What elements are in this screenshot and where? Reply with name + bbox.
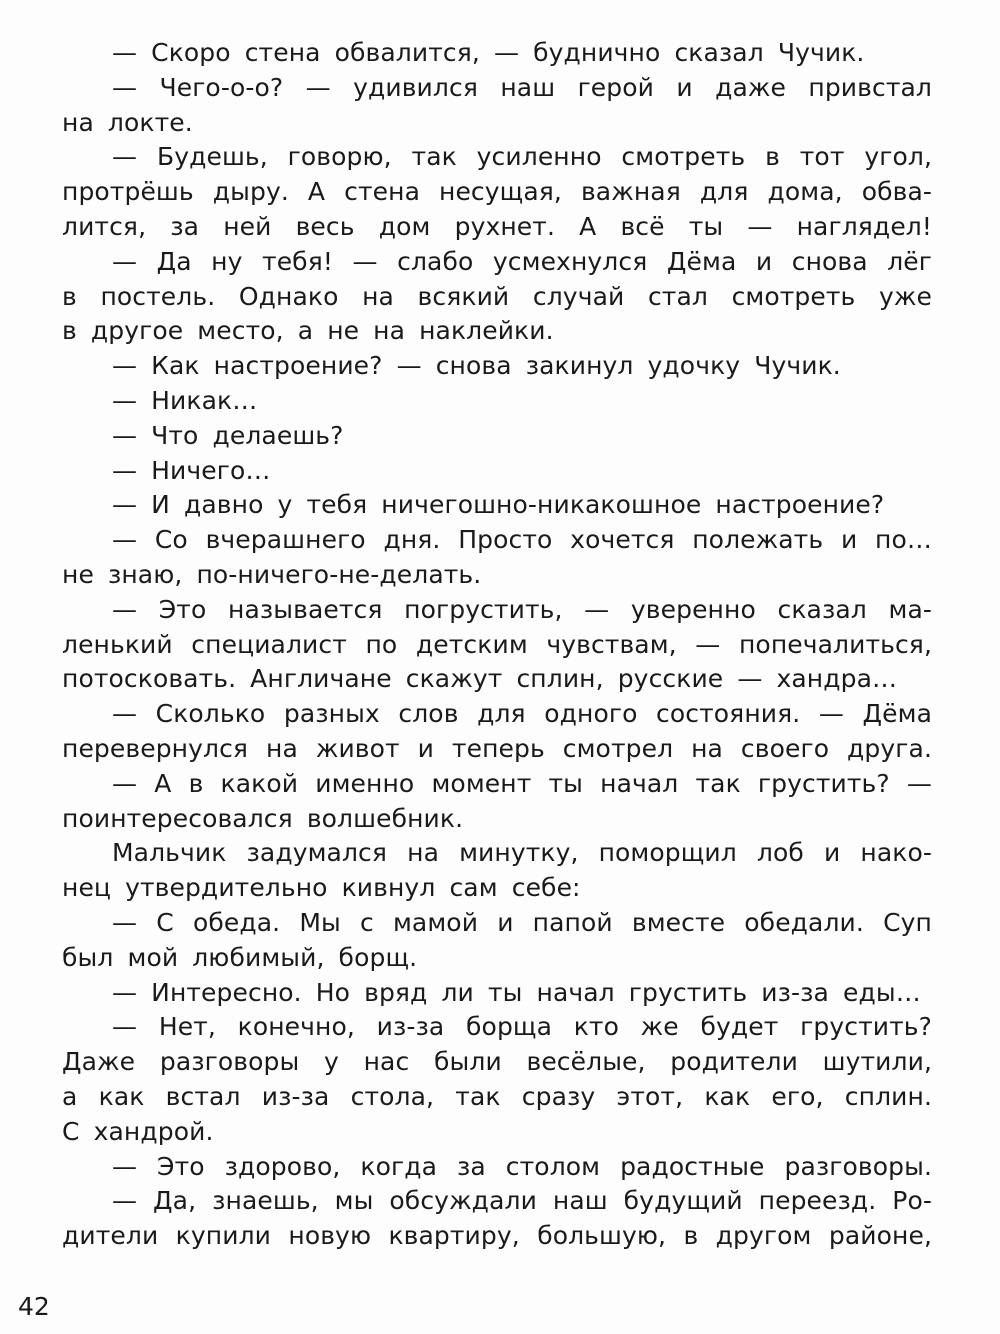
text-line: а как встал из-за стола, так сразу этот, как его, сплин. — [62, 1081, 932, 1111]
text-line: — Это называется погрустить, — уверенно сказал ма- — [112, 594, 932, 624]
text-line: — А в какой именно момент ты начал так грустить? — — [112, 768, 932, 798]
text-line: — Будешь, говорю, так усиленно смотреть в тот угол, — [112, 142, 932, 172]
text-line: на локте. — [62, 107, 193, 137]
text-line: — Да, знаешь, мы обсуждали наш будущий переезд. Ро- — [112, 1186, 932, 1216]
text-line: поинтересовался волшебник. — [62, 803, 464, 833]
text-line: в другое место, а не на наклейки. — [62, 316, 554, 346]
text-line: — Это здорово, когда за столом радостные разговоры. — [112, 1151, 932, 1181]
text-line: ленький специалист по детским чувствам, — попечалиться, — [62, 629, 932, 659]
text-line: С хандрой. — [62, 1116, 214, 1146]
text-line: — Сколько разных слов для одного состояния. — Дёма — [112, 699, 932, 729]
text-line: — Нет, конечно, из-за борща кто же будет грустить? — [112, 1012, 932, 1042]
text-line: дители купили новую квартиру, большую, в другом районе, — [62, 1221, 932, 1251]
text-line: Мальчик задумался на минутку, поморщил лоб и нако- — [112, 838, 932, 868]
page-number: 42 — [18, 1292, 50, 1321]
text-line: был мой любимый, борщ. — [62, 942, 418, 972]
text-line: — И давно у тебя ничегошно-никакошное настроение? — [112, 490, 885, 520]
text-line: — Как настроение? — снова закинул удочку Чучик. — [112, 351, 841, 381]
text-line: — Никак… — [112, 385, 258, 415]
text-line: потосковать. Англичане скажут сплин, русские — хандра… — [62, 664, 898, 694]
text-line: протрёшь дыру. А стена несущая, важная для дома, обва- — [62, 177, 932, 207]
body-text — [62, 36, 932, 1254]
text-line: в постель. Однако на всякий случай стал смотреть уже — [62, 281, 932, 311]
text-line: Даже разговоры у нас были весёлые, родители шутили, — [62, 1047, 932, 1077]
text-line: — Что делаешь? — [112, 420, 344, 450]
text-line: — С обеда. Мы с мамой и папой вместе обедали. Суп — [112, 907, 932, 937]
text-line: нец утвердительно кивнул сам себе: — [62, 873, 581, 903]
text-line: — Ничего… — [112, 455, 271, 485]
text-line: — Скоро стена обвалится, — буднично сказал Чучик. — [112, 38, 865, 67]
text-line: — Интересно. Но вряд ли ты начал грустить из-за еды… — [112, 977, 921, 1007]
text-line: — Чего-о-о? — удивился наш герой и даже привстал — [112, 72, 932, 102]
text-line: — Со вчерашнего дня. Просто хочется полежать и по… — [112, 525, 932, 555]
text-line: — Да ну тебя! — слабо усмехнулся Дёма и снова лёг — [112, 246, 932, 276]
text-line: перевернулся на живот и теперь смотрел на своего друга. — [62, 733, 932, 763]
text-line: лится, за ней весь дом рухнет. А всё ты — наглядел! — [62, 211, 932, 241]
text-line: не знаю, по-ничего-не-делать. — [62, 559, 482, 589]
